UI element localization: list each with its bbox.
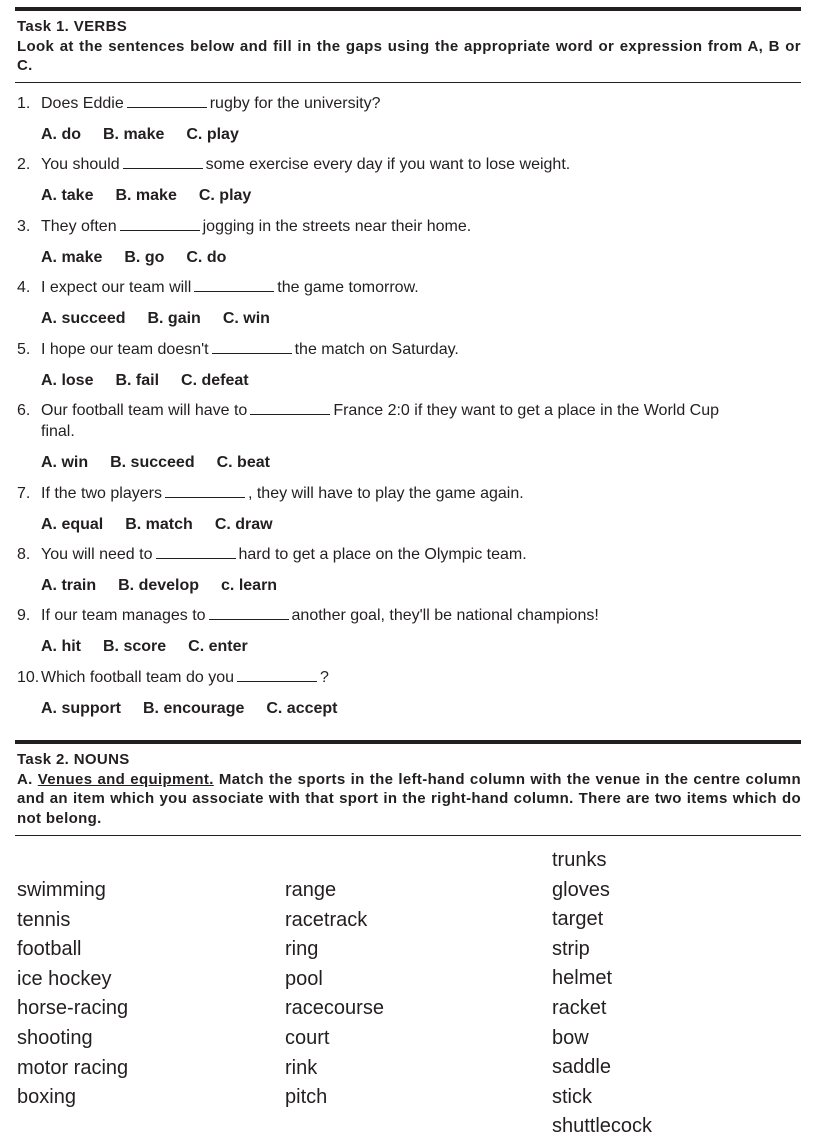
sport-item: shooting: [17, 1026, 93, 1049]
question-text-before: You should: [41, 156, 120, 173]
task2-title: Task 2. NOUNS: [17, 751, 130, 768]
answer-blank[interactable]: [123, 154, 203, 169]
task2-thick-rule: [15, 740, 801, 744]
option[interactable]: A. lose: [41, 372, 94, 389]
answer-blank[interactable]: [127, 93, 207, 108]
question-number: 3.: [17, 218, 31, 235]
answer-blank[interactable]: [120, 216, 200, 231]
task2-divider: [15, 835, 801, 836]
equipment-item: strip: [552, 937, 590, 960]
question-5: [17, 339, 797, 360]
question-number: 1.: [17, 95, 31, 112]
question-text-after: jogging in the streets near their home.: [202, 218, 472, 235]
question-text-after: the match on Saturday.: [294, 341, 459, 358]
option[interactable]: C. do: [186, 249, 227, 266]
option[interactable]: C. beat: [216, 454, 270, 471]
question-text-after: , they will have to play the game again.: [247, 485, 524, 502]
question-6-options: [41, 452, 292, 473]
task1-title: Task 1. VERBS: [17, 18, 128, 35]
task2-section-label: A.: [17, 770, 33, 788]
equipment-item: trunks: [552, 849, 607, 871]
question-10: [17, 667, 797, 688]
task2-header: [17, 750, 801, 828]
option[interactable]: B. develop: [118, 577, 200, 594]
option[interactable]: C. play: [198, 187, 252, 204]
question-2: [17, 154, 797, 175]
answer-blank[interactable]: [165, 483, 245, 498]
task2-section-title: Venues and equipment.: [37, 770, 214, 788]
question-number: 2.: [17, 156, 31, 173]
venue-item: pitch: [285, 1086, 328, 1109]
question-10-options: [41, 698, 360, 719]
top-thick-rule: [15, 7, 801, 11]
option[interactable]: C. win: [222, 310, 270, 327]
option[interactable]: B. fail: [115, 372, 160, 389]
option[interactable]: B. succeed: [110, 454, 195, 471]
question-1: [17, 93, 797, 114]
sport-item: swimming: [17, 879, 106, 901]
question-3-options: [41, 247, 248, 268]
question-4-options: [41, 308, 292, 329]
question-text-after: ?: [320, 669, 329, 686]
sport-item: ice hockey: [17, 967, 112, 990]
option[interactable]: C. enter: [188, 638, 248, 655]
option[interactable]: B. encourage: [143, 700, 245, 717]
question-text-before: If our team manages to: [41, 607, 206, 624]
equipment-item: racket: [552, 996, 607, 1019]
option[interactable]: A. hit: [41, 638, 81, 655]
option[interactable]: B. score: [103, 638, 167, 655]
question-5-options: [41, 370, 271, 391]
question-number: 8.: [17, 546, 31, 563]
option[interactable]: B. make: [115, 187, 177, 204]
task2-instructions: Match the sports in the left-hand column with the venue in the centre column and an item which you associate with that sport in the right-hand column. There are two items which do not belong.: [17, 770, 801, 827]
equipment-item: helmet: [552, 967, 613, 990]
question-number: 6.: [17, 402, 31, 419]
question-8: [17, 544, 797, 565]
option[interactable]: B. make: [103, 126, 165, 143]
option[interactable]: A. support: [41, 700, 121, 717]
question-text-continued: final.: [41, 423, 75, 440]
option[interactable]: B. gain: [147, 310, 201, 327]
option[interactable]: C. defeat: [181, 372, 249, 389]
answer-blank[interactable]: [212, 339, 292, 354]
question-7-options: [41, 514, 295, 535]
question-text-before: You will need to: [41, 546, 153, 563]
venue-item: range: [285, 879, 337, 901]
task1-instructions: Look at the sentences below and fill in the gaps using the appropriate word or expression from A, B or C.: [17, 37, 801, 74]
venue-item: ring: [285, 938, 319, 961]
option[interactable]: A. win: [41, 454, 89, 471]
question-number: 5.: [17, 341, 31, 358]
question-text-after: France 2:0 if they want to get a place in the World Cup: [333, 402, 720, 419]
venue-item: racetrack: [285, 908, 368, 931]
answer-blank[interactable]: [209, 605, 289, 620]
option[interactable]: C. accept: [266, 700, 338, 717]
question-9-options: [41, 636, 270, 657]
venue-item: pool: [285, 967, 323, 990]
equipment-item: bow: [552, 1026, 589, 1049]
question-text-before: They often: [41, 218, 117, 235]
sport-item: football: [17, 938, 82, 961]
question-9: [17, 605, 797, 626]
option[interactable]: A. make: [41, 249, 103, 266]
option[interactable]: A. take: [41, 187, 94, 204]
question-1-options: [41, 124, 261, 145]
question-text-before: If the two players: [41, 485, 162, 502]
option[interactable]: A. equal: [41, 516, 104, 533]
sport-item: tennis: [17, 908, 71, 931]
venue-item: racecourse: [285, 997, 384, 1020]
option[interactable]: c. learn: [221, 577, 278, 594]
question-text-after: some exercise every day if you want to lose weight.: [205, 156, 571, 173]
question-4: [17, 277, 797, 298]
option[interactable]: B. go: [124, 249, 165, 266]
answer-blank[interactable]: [237, 667, 317, 682]
question-text-after: rugby for the university?: [209, 95, 381, 112]
question-3: [17, 216, 797, 237]
question-6: [17, 400, 797, 442]
option[interactable]: A. succeed: [41, 310, 126, 327]
equipment-item: shuttlecock: [552, 1115, 653, 1138]
equipment-item: target: [552, 908, 604, 931]
question-2-options: [41, 185, 273, 206]
option[interactable]: B. match: [125, 516, 193, 533]
venue-item: rink: [285, 1056, 318, 1079]
question-text-before: I hope our team doesn't: [41, 341, 209, 358]
answer-blank[interactable]: [156, 544, 236, 559]
sport-item: horse-racing: [17, 997, 129, 1020]
equipment-item: saddle: [552, 1056, 611, 1079]
venues-column: [285, 876, 384, 1113]
option[interactable]: C. draw: [214, 516, 273, 533]
question-number: 7.: [17, 485, 31, 502]
question-number: 10.: [17, 669, 40, 686]
task1-divider: [15, 82, 801, 83]
sports-column: [17, 876, 128, 1113]
sport-item: motor racing: [17, 1056, 129, 1079]
sport-item: boxing: [17, 1086, 76, 1109]
question-number: 9.: [17, 607, 31, 624]
task1-header: [17, 17, 801, 76]
question-text-before: I expect our team will: [41, 279, 192, 296]
question-number: 4.: [17, 279, 31, 296]
question-text-before: Does Eddie: [41, 95, 124, 112]
answer-blank[interactable]: [194, 277, 274, 292]
equipment-item: stick: [552, 1085, 592, 1108]
question-text-before: Which football team do you: [41, 669, 234, 686]
question-7: [17, 483, 797, 504]
option[interactable]: C. play: [186, 126, 239, 143]
question-8-options: [41, 575, 299, 596]
question-text-after: another goal, they'll be national champions!: [291, 607, 599, 624]
option[interactable]: A. do: [41, 126, 81, 143]
items-column: [552, 846, 652, 1142]
venue-item: court: [285, 1026, 330, 1049]
answer-blank[interactable]: [250, 400, 330, 415]
question-text-after: the game tomorrow.: [277, 279, 419, 296]
question-text-after: hard to get a place on the Olympic team.: [238, 546, 527, 563]
option[interactable]: A. train: [41, 577, 97, 594]
equipment-item: gloves: [552, 878, 610, 901]
question-text-before: Our football team will have to: [41, 402, 248, 419]
